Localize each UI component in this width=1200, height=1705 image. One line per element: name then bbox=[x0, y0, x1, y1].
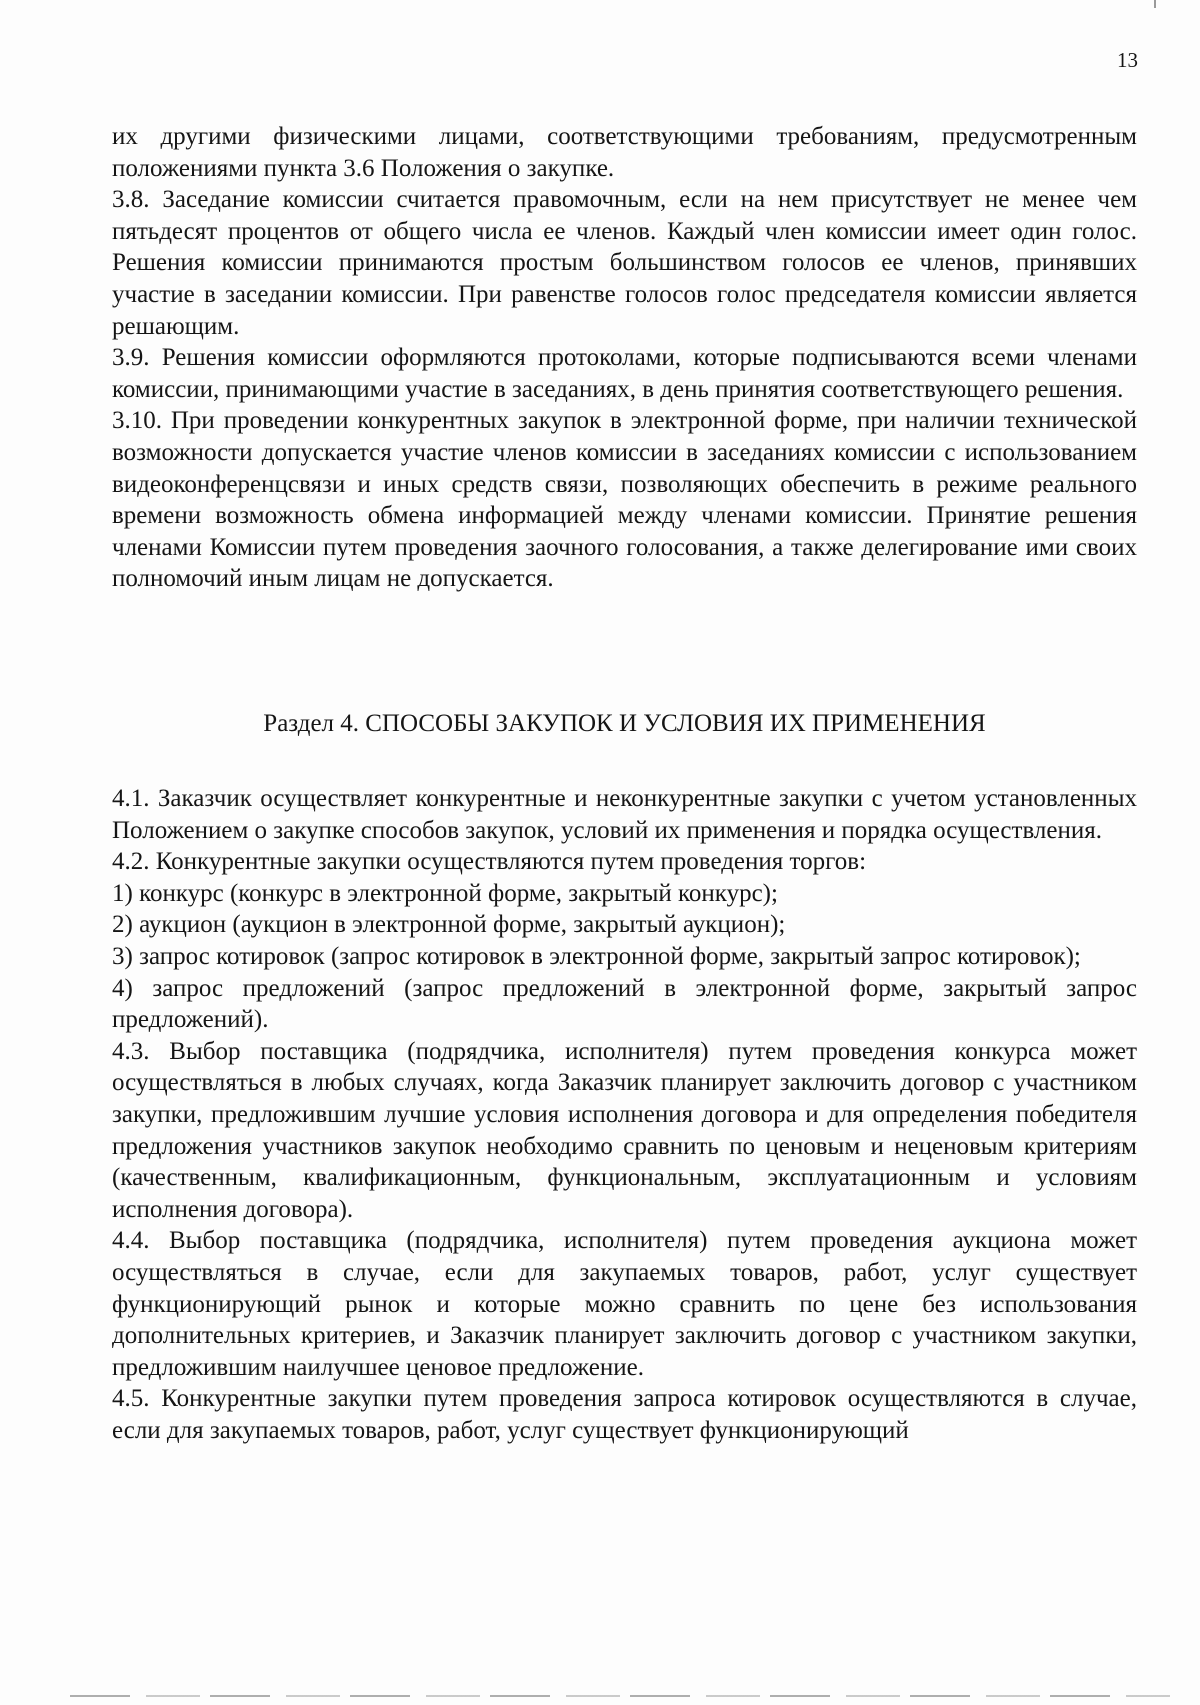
text-block-bottom bbox=[112, 783, 1137, 1446]
paragraph-4-5: 4.5. Конкурентные закупки путем проведения запроса котировок осуществляются в случае, если для закупаемых товаров, работ, услуг существует функционирующий bbox=[112, 1385, 1137, 1444]
list-item-1: 1) конкурс (конкурс в электронной форме, закрытый конкурс); bbox=[112, 879, 778, 907]
paragraph-4-3: 4.3. Выбор поставщика (подрядчика, исполнителя) путем проведения конкурса может осуществляться в любых случаях, когда Заказчик планирует заключить договор с участником закупки, предложившим лучшие условия исполнения договора и для определения победителя предложения участников закупок необходимо сравнить по ценовым и неценовым критериям (качественным, квалификационным, функциональным, эксплуатационным и условиям исполнения договора). bbox=[112, 1037, 1137, 1223]
list-item-3: 3) запрос котировок (запрос котировок в электронной форме, закрытый запрос котировок); bbox=[112, 942, 1081, 970]
paragraph-4-1: 4.1. Заказчик осуществляет конкурентные и неконкурентные закупки с учетом установленных Положением о закупке способов закупок, условий их применения и порядка осуществления. bbox=[112, 785, 1137, 844]
page-number: 13 bbox=[1117, 48, 1138, 72]
paragraph-3-9: 3.9. Решения комиссии оформляются протоколами, которые подписываются всеми членами комиссии, принимающими участие в заседаниях, в день принятия соответствующего решения. bbox=[112, 344, 1137, 403]
paragraph-4-4: 4.4. Выбор поставщика (подрядчика, исполнителя) путем проведения аукциона может осуществляться в случае, если для закупаемых товаров, работ, услуг существует функционирующий рынок и которые можно сравнить по цене без использования дополнительных критериев, и Заказчик планирует заключить договор с участником закупки, предложившим наилучшее ценовое предложение. bbox=[112, 1227, 1137, 1381]
section-heading: Раздел 4. СПОСОБЫ ЗАКУПОК И УСЛОВИЯ ИХ ПРИМЕНЕНИЯ bbox=[263, 710, 986, 737]
scan-artifact-top bbox=[1154, 0, 1156, 8]
list-item-4: 4) запрос предложений (запрос предложений в электронной форме, закрытый запрос предложений). bbox=[112, 974, 1137, 1034]
list-item-2: 2) аукцион (аукцион в электронной форме, закрытый аукцион); bbox=[112, 911, 786, 939]
paragraph-continuation: их другими физическими лицами, соответствующими требованиям, предусмотренным положениями пункта 3.6 Положения о закупке. bbox=[112, 123, 1137, 182]
scan-artifact-bottom-edge bbox=[70, 1695, 1170, 1697]
paragraph-3-8: 3.8. Заседание комиссии считается правомочным, если на нем присутствует не менее чем пятьдесят процентов от общего числа ее членов. Каждый член комиссии имеет один голос. Решения комиссии принимаются простым большинством голосов ее членов, принявших участие в заседании комиссии. При равенстве голосов голос председателя комиссии является решающим. bbox=[112, 186, 1137, 340]
paragraph-4-2: 4.2. Конкурентные закупки осуществляются путем проведения торгов: bbox=[112, 848, 867, 876]
paragraph-3-10: 3.10. При проведении конкурентных закупок в электронной форме, при наличии технической возможности допускается участие членов комиссии в заседаниях комиссии с использованием видеоконференцсвязи и иных средств связи, позволяющих обеспечить в режиме реального времени возможность обмена информацией между членами комиссии. Принятие решения членами Комиссии путем проведения заочного голосования, а также делегирование ими своих полномочий иным лицам не допускается. bbox=[112, 407, 1137, 593]
text-block-top bbox=[112, 121, 1137, 595]
